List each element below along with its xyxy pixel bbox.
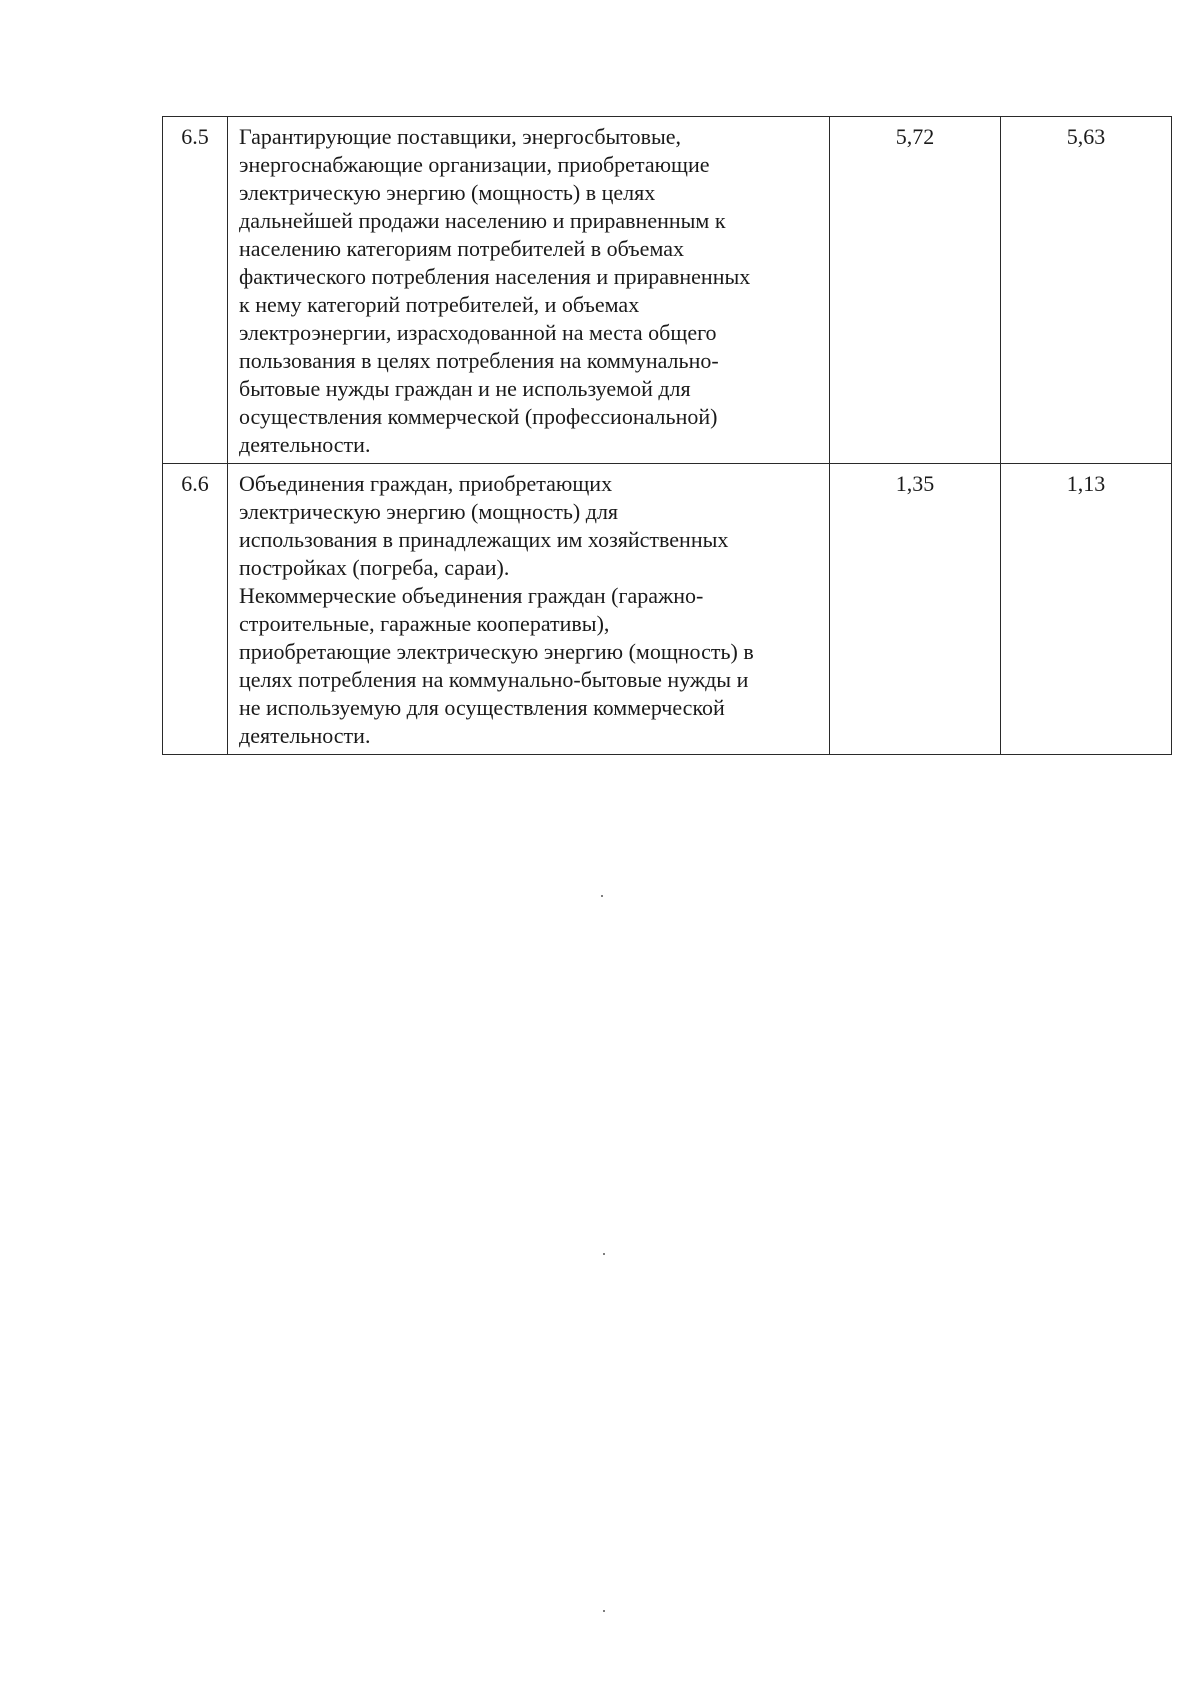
row-value-2: 1,13 [1001, 464, 1172, 755]
scan-speck [603, 1253, 605, 1255]
row-description: Объединения граждан, приобретающих электрическую энергию (мощность) для использования в принадлежащих им хозяйственных постройках (погреба, сараи). Некоммерческие объединения граждан (гаражно- строительные, гаражные кооперативы), приобретающие электрическую энергию (мощность) в целях потребления на коммунально-бытовые нужды и не используемую для осуществления коммерческой деятельности. [228, 464, 830, 755]
row-number: 6.6 [163, 464, 228, 755]
table-row [163, 464, 1172, 755]
row-description: Гарантирующие поставщики, энергосбытовые, энергоснабжающие организации, приобретающие электрическую энергию (мощность) в целях дальнейшей продажи населению и приравненным к населению категориям потребителей в объемах фактического потребления населения и приравненных к нему категорий потребителей, и объемах электроэнергии, израсходованной на места общего пользования в целях потребления на коммунально- бытовые нужды граждан и не используемой для осуществления коммерческой (профессиональной) деятельности. [228, 117, 830, 464]
row-value-1: 5,72 [830, 117, 1001, 464]
table-row [163, 117, 1172, 464]
row-value-1: 1,35 [830, 464, 1001, 755]
row-number: 6.5 [163, 117, 228, 464]
row-value-2: 5,63 [1001, 117, 1172, 464]
tariff-table [162, 116, 1172, 755]
scan-speck [603, 1610, 605, 1612]
scan-speck [601, 895, 603, 897]
